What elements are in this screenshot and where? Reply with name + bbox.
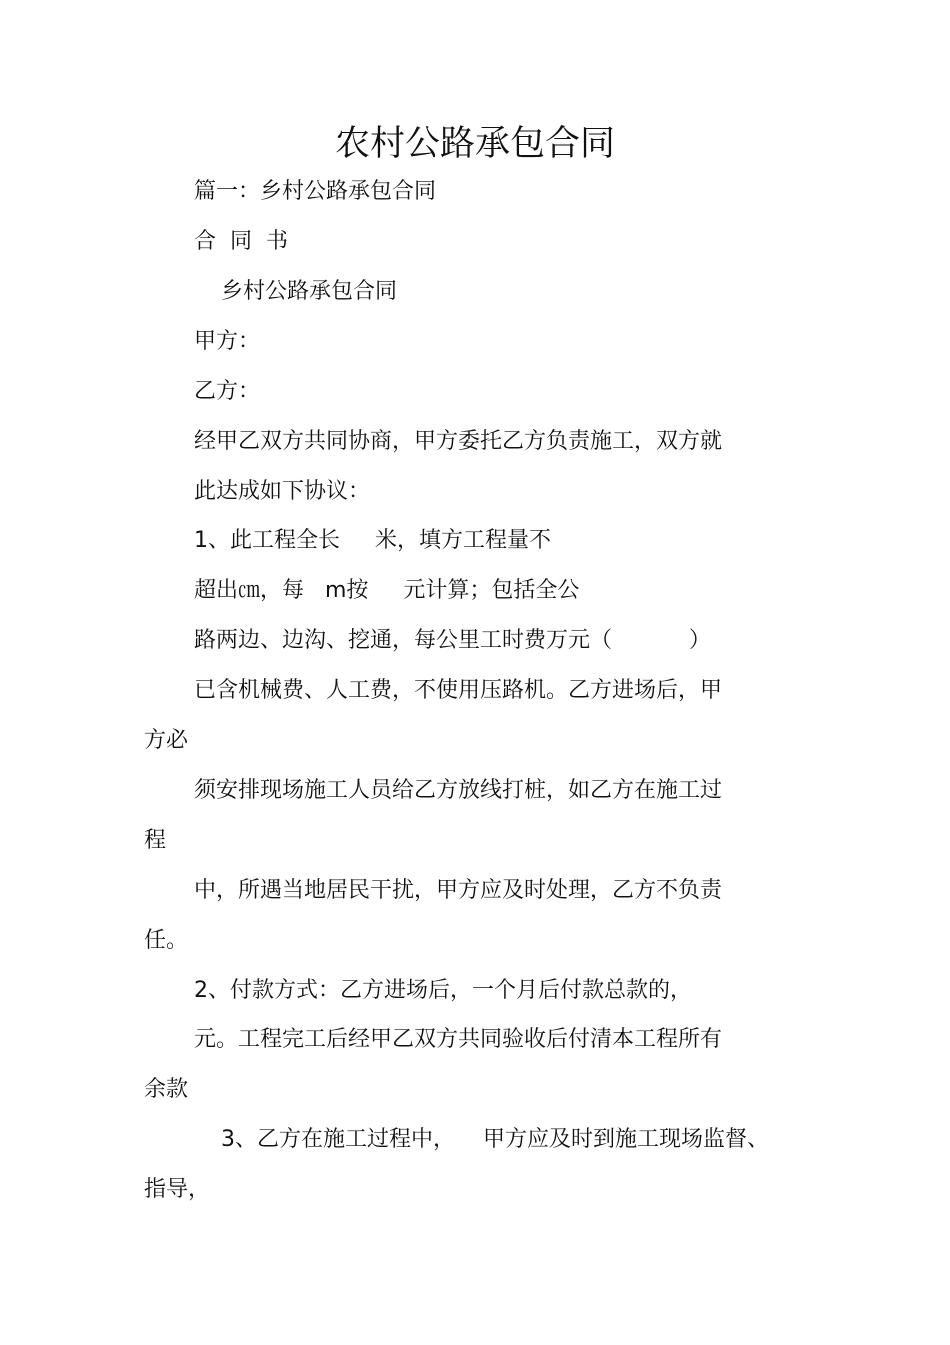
- text-line: 3、乙方在施工过程中， 甲方应及时到施工现场监督、: [221, 1127, 769, 1152]
- text-line: 篇一：乡村公路承包合同: [194, 179, 437, 204]
- text-line: 合 同 书: [194, 229, 288, 254]
- text-line: 已含机械费、人工费，不使用压路机。乙方进场后，甲: [194, 678, 723, 703]
- text-line: 元。工程完工后经甲乙双方共同验收后付清本工程所有: [194, 1027, 723, 1052]
- text-line: 经甲乙双方共同协商，甲方委托乙方负责施工，双方就: [194, 429, 723, 454]
- text-line: 中，所遇当地居民干扰，甲方应及时处理，乙方不负责: [194, 878, 723, 903]
- text-line: 乡村公路承包合同: [221, 279, 398, 304]
- text-line: 乙方：: [194, 379, 261, 404]
- text-line: 方必: [144, 728, 189, 753]
- text-line: 程: [144, 828, 167, 853]
- text-line: 任。: [144, 928, 189, 953]
- text-line: 2、付款方式：乙方进场后，一个月后付款总款的，: [194, 978, 692, 1003]
- text-line: 路两边、边沟、挖通，每公里工时费万元（ ）: [194, 628, 711, 653]
- text-line: 1、此工程全长 米，填方工程量不: [194, 528, 551, 553]
- document-title: 农村公路承包合同: [334, 124, 615, 164]
- text-line: 余款: [144, 1077, 189, 1102]
- text-line: 此达成如下协议：: [194, 479, 371, 504]
- text-line: 甲方：: [194, 329, 261, 354]
- text-line: 指导，: [144, 1177, 211, 1202]
- text-line: 超出㎝，每 m按 元计算；包括全公: [194, 578, 580, 603]
- text-line: 须安排现场施工人员给乙方放线打桩，如乙方在施工过: [194, 778, 723, 803]
